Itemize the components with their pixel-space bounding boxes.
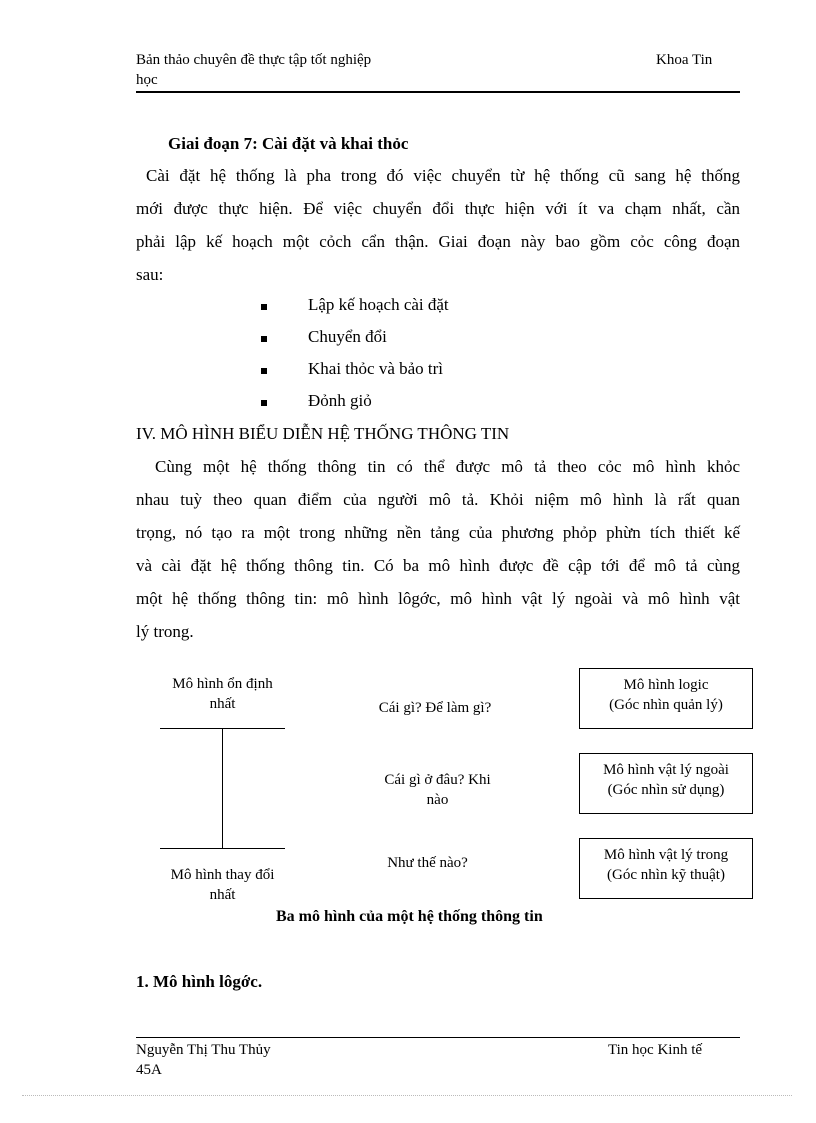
bullet-text: Khai thỏc và bảo trì — [308, 359, 444, 378]
square-bullet-icon — [261, 368, 267, 374]
question-how: Như thế nào? — [387, 855, 468, 871]
question-where-when — [360, 770, 515, 810]
question-where-line1: Cái gì ở đâu? Khi — [384, 772, 491, 788]
stable-model-label — [150, 674, 295, 714]
footer-class: 45A — [136, 1062, 162, 1078]
paragraph-line: nhau tuỳ theo quan điểm của người mô tả. Khỏi niệm mô hình là rất quan — [136, 490, 740, 509]
changing-rule — [160, 848, 285, 849]
header-title — [136, 50, 371, 90]
header-title-line2: học — [136, 72, 158, 88]
square-bullet-icon — [261, 336, 267, 342]
header-dept: Khoa Tin — [656, 52, 713, 68]
paragraph-line: lý trong. — [136, 622, 194, 641]
box-subtitle: (Góc nhìn quản lý) — [609, 697, 723, 713]
box-title: Mô hình vật lý ngoài — [603, 762, 729, 778]
changing-label-line1: Mô hình thay đổi — [170, 867, 275, 883]
header-title-line1: Bản thảo chuyên đề thực tập tốt nghiệp — [136, 52, 372, 68]
paragraph-line: và cài đặt hệ thống thông tin. Có ba mô hình được đề cập tới để mô tả cùng — [136, 556, 740, 575]
box-title: Mô hình vật lý trong — [603, 847, 729, 863]
footer-rule — [136, 1037, 740, 1038]
diagram-caption: Ba mô hình của một hệ thống thông tin — [276, 908, 543, 925]
section7-paragraph — [136, 159, 740, 291]
section7-heading: Giai đoạn 7: Cài đặt và khai thỏc — [168, 134, 409, 153]
footer-author: Nguyễn Thị Thu Thủy — [136, 1042, 271, 1058]
section4-heading: IV. MÔ HÌNH BIỂU DIỄN HỆ THỐNG THÔNG TIN — [136, 424, 510, 443]
internal-physical-model-box — [579, 838, 753, 899]
paragraph-line: một hệ thống thông tin: mô hình lôgớc, mô hình vật lý ngoài và mô hình vật — [136, 589, 740, 608]
paragraph-line: Cài đặt hệ thống là pha trong đó việc chuyển từ hệ thống cũ sang hệ thống — [146, 166, 740, 185]
paragraph-line: phải lập kế hoạch một cỏch cẩn thận. Giai đoạn này bao gồm cỏc công đoạn — [136, 232, 740, 251]
stable-label-line1: Mô hình ổn định — [172, 676, 273, 692]
square-bullet-icon — [261, 400, 267, 406]
header-rule — [136, 91, 740, 93]
changing-model-label — [150, 865, 295, 905]
question-where-line2: nào — [426, 792, 449, 808]
section4-paragraph — [136, 450, 740, 648]
paragraph-line: trọng, nó tạo ra một trong những nền tảng của phương phỏp phừn tích thiết kế — [136, 523, 740, 542]
paragraph-line: Cùng một hệ thống thông tin có thể được mô tả theo cỏc mô hình khỏc — [155, 457, 740, 476]
box-subtitle: (Góc nhìn kỹ thuật) — [607, 867, 725, 883]
bullet-text: Chuyển đổi — [308, 327, 387, 346]
page-bottom-border — [22, 1095, 792, 1096]
bullet-text: Đỏnh giỏ — [308, 391, 372, 410]
paragraph-line: mới được thực hiện. Để việc chuyển đổi thực hiện với ít va chạm nhất, cần — [136, 199, 740, 218]
changing-label-line2: nhất — [209, 887, 236, 903]
box-title: Mô hình logic — [623, 677, 709, 693]
question-what-why: Cái gì? Để làm gì? — [378, 700, 492, 716]
external-physical-model-box — [579, 753, 753, 814]
subsection1-heading: 1. Mô hình lôgớc. — [136, 972, 263, 991]
stable-label-line2: nhất — [209, 696, 236, 712]
footer-major: Tin học Kinh tế — [608, 1042, 703, 1058]
footer-author-block — [136, 1040, 271, 1080]
stability-axis-line — [222, 728, 223, 848]
box-subtitle: (Góc nhìn sử dụng) — [607, 782, 725, 798]
bullet-text: Lập kế hoạch cài đặt — [308, 295, 449, 314]
logic-model-box — [579, 668, 753, 729]
square-bullet-icon — [261, 304, 267, 310]
paragraph-line: sau: — [136, 265, 164, 284]
